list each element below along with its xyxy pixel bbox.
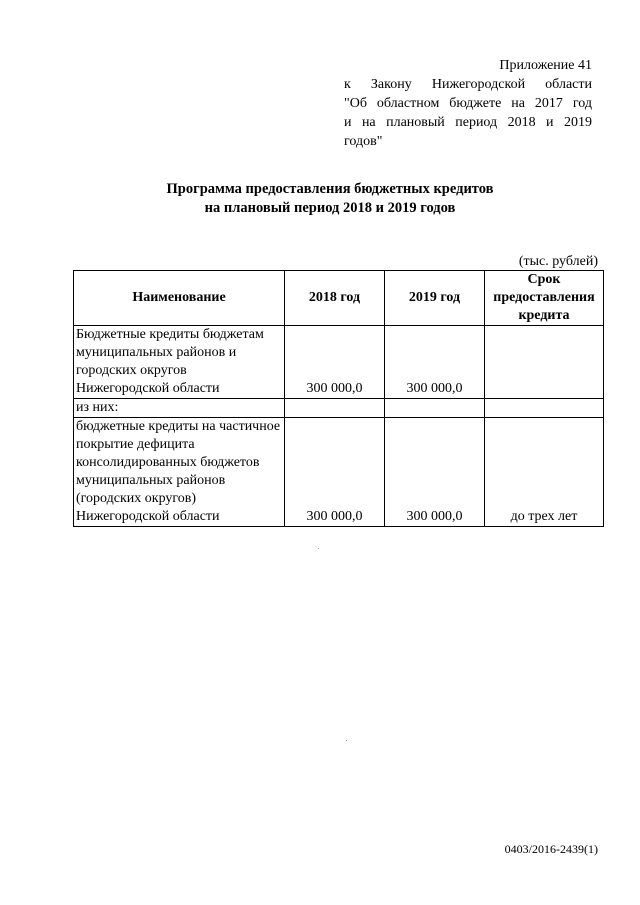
row-2018 — [285, 399, 385, 418]
credits-table — [73, 270, 604, 527]
document-title — [0, 180, 640, 218]
title-line-2: на плановый период 2018 и 2019 годов — [204, 200, 456, 216]
appendix-line: "Об областном бюджете на 2017 год — [344, 96, 592, 111]
header-2019: 2019 год — [385, 271, 485, 326]
row-2019 — [385, 399, 485, 418]
row-term — [485, 399, 604, 418]
header-term: Срок предоставления кредита — [485, 271, 604, 326]
row-2019: 300 000,0 — [385, 418, 485, 527]
appendix-line: годов" — [344, 134, 383, 149]
scan-speck — [346, 740, 347, 741]
header-name: Наименование — [74, 271, 285, 326]
row-name: бюджетные кредиты на частичное покрытие дефицита консолидированных бюджетов муниципальных районов (городских округов) Нижегородской области — [74, 418, 285, 527]
scan-speck — [318, 548, 319, 549]
row-term — [485, 326, 604, 399]
appendix-line: и на плановый период 2018 и 2019 — [344, 115, 592, 130]
table-row — [74, 326, 604, 399]
table-row — [74, 418, 604, 527]
row-name: Бюджетные кредиты бюджетам муниципальных районов и городских округов Нижегородской области — [74, 326, 285, 399]
header-2018: 2018 год — [285, 271, 385, 326]
document-number: 0403/2016-2439(1) — [504, 842, 598, 856]
row-term: до трех лет — [485, 418, 604, 527]
appendix-number: Приложение 41 — [499, 58, 592, 73]
table-header-row — [74, 271, 604, 326]
row-2018: 300 000,0 — [285, 326, 385, 399]
appendix-line: к Закону Нижегородской области — [344, 77, 592, 92]
row-name: из них: — [74, 399, 285, 418]
row-2018: 300 000,0 — [285, 418, 385, 527]
table-row — [74, 399, 604, 418]
title-line-1: Программа предоставления бюджетных кредитов — [166, 181, 494, 197]
row-2019: 300 000,0 — [385, 326, 485, 399]
appendix-header — [344, 56, 592, 151]
units-label: (тыс. рублей) — [518, 254, 598, 269]
